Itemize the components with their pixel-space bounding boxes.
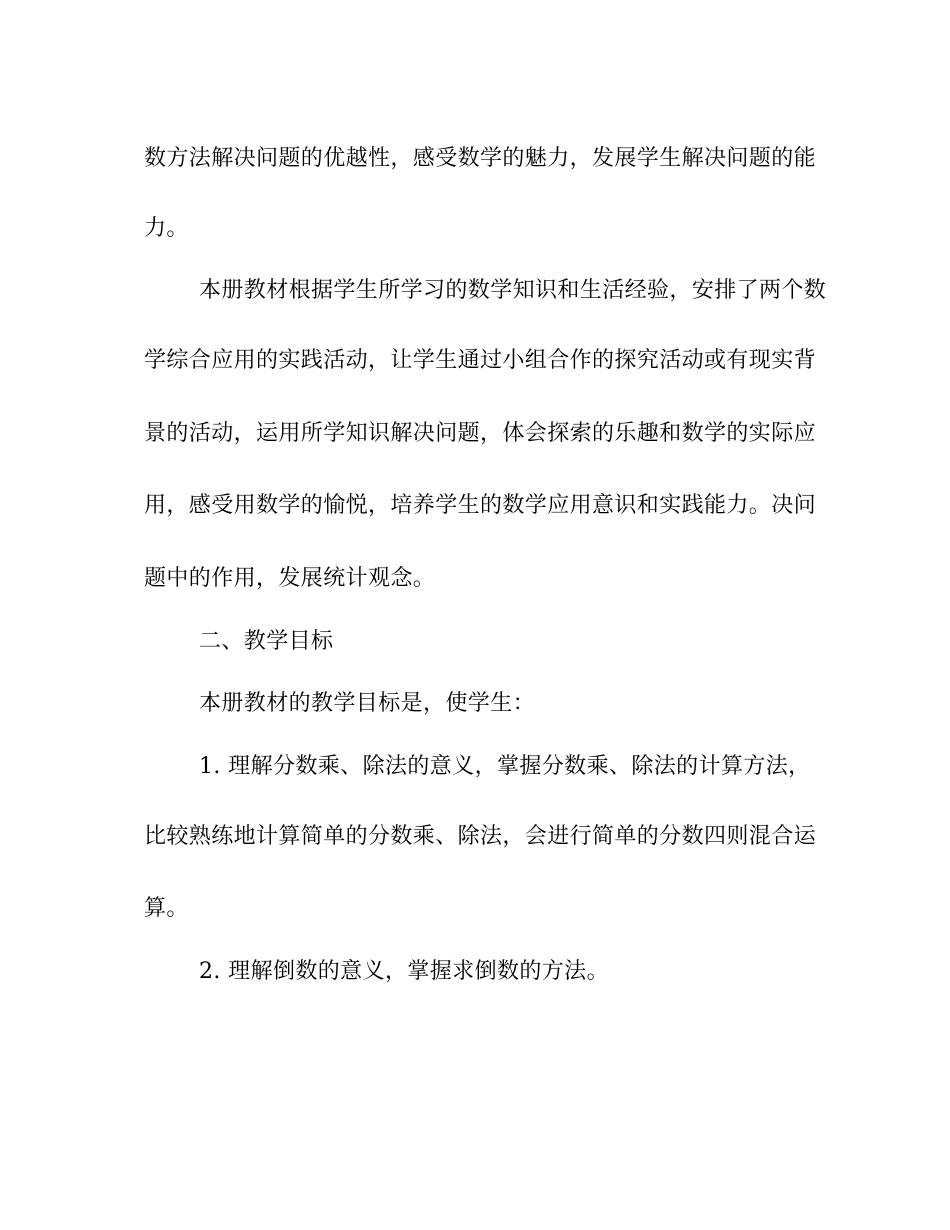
list-item-line: 算。 xyxy=(144,896,189,921)
paragraph-line: 力。 xyxy=(144,216,189,241)
paragraph-line: 学综合应用的实践活动，让学生通过小组合作的探究活动或有现实背 xyxy=(144,348,817,373)
paragraph-line: 景的活动，运用所学知识解决问题，体会探索的乐趣和数学的实际应 xyxy=(144,421,817,446)
paragraph-line: 数方法解决问题的优越性，感受数学的魅力，发展学生解决问题的能 xyxy=(144,146,817,171)
paragraph-line: 本册教材根据学生所学习的数学知识和生活经验，安排了两个数 xyxy=(199,278,827,303)
paragraph-line: 用，感受用数学的愉悦，培养学生的数学应用意识和实践能力。决问 xyxy=(144,493,817,518)
list-item-line: 1. 理解分数乘、除法的意义，掌握分数乘、除法的计算方法， xyxy=(199,754,811,779)
list-item-line: 2. 理解倒数的意义，掌握求倒数的方法。 xyxy=(199,959,609,984)
list-item-line: 比较熟练地计算简单的分数乘、除法，会进行简单的分数四则混合运 xyxy=(144,824,817,849)
section-heading: 二、教学目标 xyxy=(199,629,334,654)
paragraph-line: 本册教材的教学目标是，使学生： xyxy=(199,691,536,716)
paragraph-line: 题中的作用，发展统计观念。 xyxy=(144,566,436,591)
